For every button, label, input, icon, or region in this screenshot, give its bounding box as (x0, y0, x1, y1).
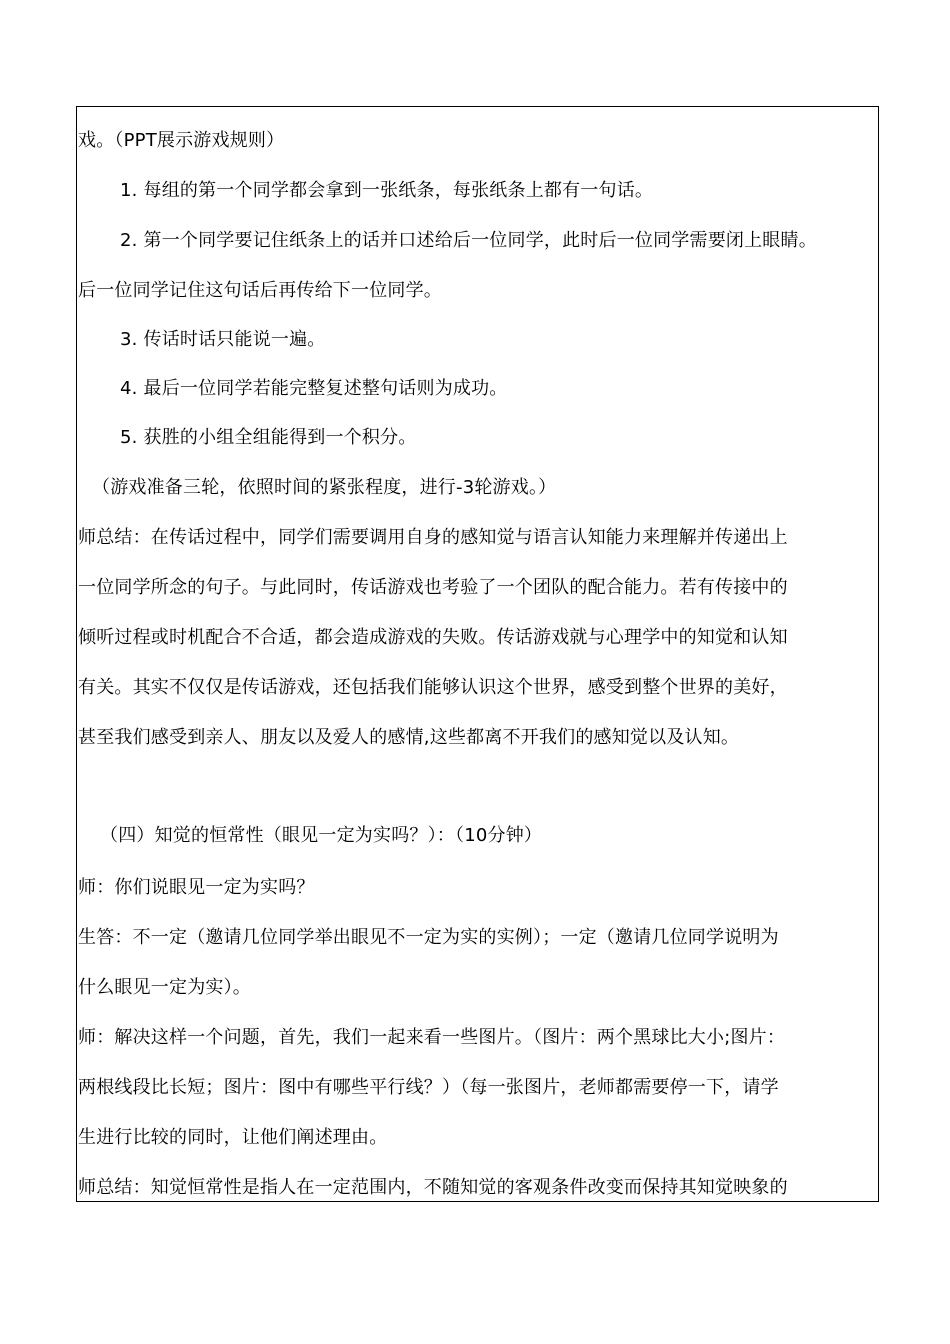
text-line: 有关。其实不仅仅是传话游戏，还包括我们能够认识这个世界，感受到整个世界的美好， (78, 677, 788, 698)
text-line: 生答：不一定（邀请几位同学举出眼见不一定为实的实例）；一定（邀请几位同学说明为 (78, 927, 779, 948)
text-line: 后一位同学记住这句话后再传给下一位同学。 (78, 280, 442, 301)
text-line: 师总结：在传话过程中，同学们需要调用自身的感知觉与语言认知能力来理解并传递出上 (78, 527, 788, 548)
text-line: 师：你们说眼见一定为实吗？ (78, 877, 315, 898)
text-line: 师：解决这样一个问题，首先，我们一起来看一些图片。（图片：两个黑球比大小;图片： (78, 1027, 786, 1048)
text-line: 一位同学所念的句子。与此同时，传话游戏也考验了一个团队的配合能力。若有传接中的 (78, 577, 788, 598)
text-line: 师总结：知觉恒常性是指人在一定范围内，不随知觉的客观条件改变而保持其知觉映象的 (78, 1177, 788, 1198)
text-line: 甚至我们感受到亲人、朋友以及爱人的感情,这些都离不开我们的感知觉以及认知。 (78, 727, 740, 748)
text-line: 生进行比较的同时，让他们阐述理由。 (78, 1127, 388, 1148)
text-line: 倾听过程或时机配合不合适，都会造成游戏的失败。传话游戏就与心理学中的知觉和认知 (78, 627, 788, 648)
text-line: 戏。（PPT展示游戏规则） (78, 130, 285, 151)
text-line: 2. 第一个同学要记住纸条上的话并口述给后一位同学，此时后一位同学需要闭上眼睛。 (120, 230, 817, 251)
text-line: 4. 最后一位同学若能完整复述整句话则为成功。 (120, 378, 508, 399)
section-heading: （四）知觉的恒常性（眼见一定为实吗？）：（10分钟） (100, 825, 543, 846)
text-line: 1. 每组的第一个同学都会拿到一张纸条，每张纸条上都有一句话。 (120, 180, 654, 201)
text-line: 什么眼见一定为实）。 (78, 977, 251, 998)
text-line: 两根线段比长短；图片：图中有哪些平行线？）（每一张图片，老师都需要停一下，请学 (78, 1077, 779, 1098)
text-line: （游戏准备三轮，依照时间的紧张程度，进行-3轮游戏。） (92, 477, 557, 498)
text-line: 5. 获胜的小组全组能得到一个积分。 (120, 427, 417, 448)
text-line: 3. 传话时话只能说一遍。 (120, 329, 326, 350)
